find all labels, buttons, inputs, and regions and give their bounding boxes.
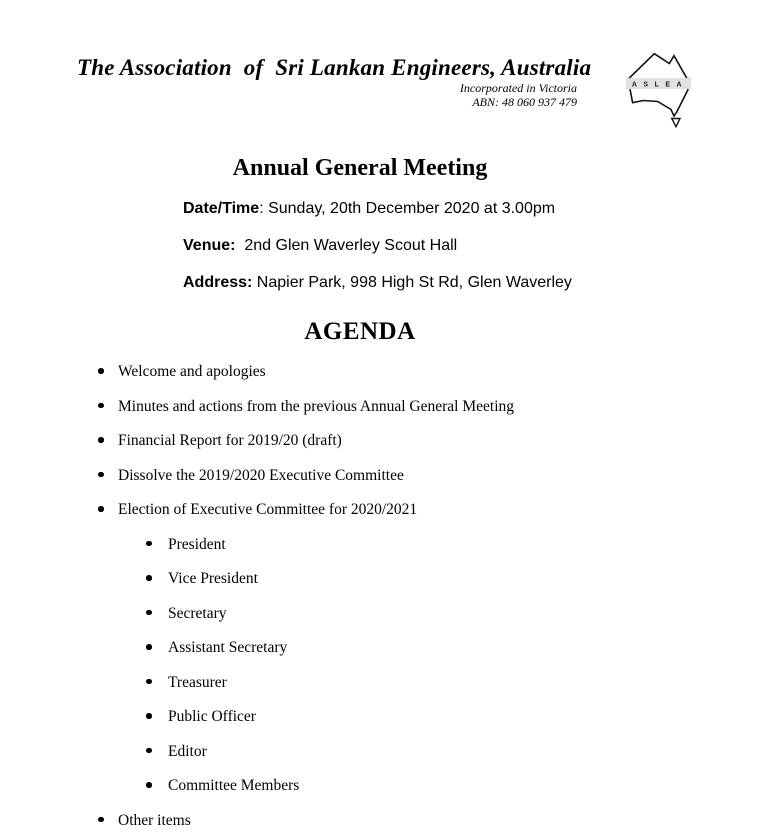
- agenda-item: [0, 363, 720, 380]
- bullet-icon: [98, 437, 104, 443]
- detail-label: Venue:: [183, 237, 236, 254]
- australia-south-outline: [630, 89, 688, 116]
- detail-value: : Sunday, 20th December 2020 at 3.00pm: [259, 200, 556, 217]
- agenda-item: [0, 570, 720, 587]
- bullet-icon: [146, 541, 152, 547]
- agenda-heading: AGENDA: [304, 318, 416, 345]
- detail-value: 2nd Glen Waverley Scout Hall: [235, 237, 458, 254]
- bullet-icon: [98, 368, 104, 374]
- bullet-icon: [146, 713, 152, 719]
- bullet-icon: [98, 403, 104, 409]
- agenda-list: [0, 363, 720, 837]
- meeting-detail-line: [183, 273, 572, 293]
- bullet-icon: [146, 644, 152, 650]
- agenda-item: [0, 777, 720, 794]
- agenda-item: [0, 605, 720, 622]
- agenda-item-text: Editor: [168, 742, 207, 760]
- bullet-icon: [98, 817, 104, 823]
- australia-map-icon: [624, 50, 692, 130]
- agenda-item-text: Minutes and actions from the previous Annual General Meeting: [118, 397, 515, 415]
- agenda-item: [0, 536, 720, 553]
- agenda-item-text: Assistant Secretary: [168, 639, 288, 656]
- meeting-detail-line: [183, 236, 572, 256]
- agenda-item: [0, 812, 720, 829]
- bullet-icon: [98, 472, 104, 478]
- agenda-item-text: Financial Report for 2019/20 (draft): [118, 432, 342, 449]
- detail-label: Address:: [183, 274, 253, 291]
- agenda-item-text: Committee Members: [168, 777, 300, 794]
- meeting-details: [183, 199, 572, 310]
- agenda-item-text: Welcome and apologies: [118, 363, 266, 380]
- org-subtitle: [460, 81, 577, 109]
- agenda-item: [0, 639, 720, 656]
- agenda-item-text: Dissolve the 2019/2020 Executive Committee: [118, 466, 404, 484]
- org-title: The Association of Sri Lankan Engineers, Australia: [77, 55, 592, 80]
- agenda-item-text: Treasurer: [168, 673, 227, 691]
- bullet-icon: [146, 782, 152, 788]
- agenda-item-text: President: [168, 535, 226, 553]
- bullet-icon: [146, 610, 152, 616]
- agenda-item-text: Public Officer: [168, 708, 256, 725]
- agenda-item: [0, 743, 720, 760]
- agenda-item-text: Election of Executive Committee for 2020/2021: [118, 501, 418, 518]
- agenda-item-text: Other items: [118, 811, 191, 829]
- agenda-item: [0, 432, 720, 449]
- agenda-item-text: Vice President: [168, 570, 258, 587]
- agenda-item: [0, 398, 720, 415]
- meeting-title: Annual General Meeting: [232, 155, 488, 181]
- meeting-detail-line: [183, 199, 572, 219]
- agenda-item: [0, 708, 720, 725]
- agenda-item: [0, 501, 720, 518]
- bullet-icon: [146, 679, 152, 685]
- detail-label: Date/Time: [183, 200, 260, 217]
- agenda-item: [0, 467, 720, 484]
- agenda-item: [0, 674, 720, 691]
- bullet-icon: [146, 575, 152, 581]
- incorporation-line: Incorporated in Victoria: [459, 81, 577, 95]
- bullet-icon: [146, 748, 152, 754]
- australia-north-outline: [629, 54, 686, 78]
- bullet-icon: [98, 506, 104, 512]
- tasmania-triangle-icon: [672, 119, 680, 127]
- aslea-logo: [624, 50, 692, 130]
- agenda-item-text: Secretary: [168, 604, 227, 622]
- abn-line: ABN: 48 060 937 479: [472, 95, 577, 109]
- logo-acronym: ASLEA: [631, 81, 689, 89]
- detail-value: Napier Park, 998 High St Rd, Glen Waverley: [252, 274, 572, 291]
